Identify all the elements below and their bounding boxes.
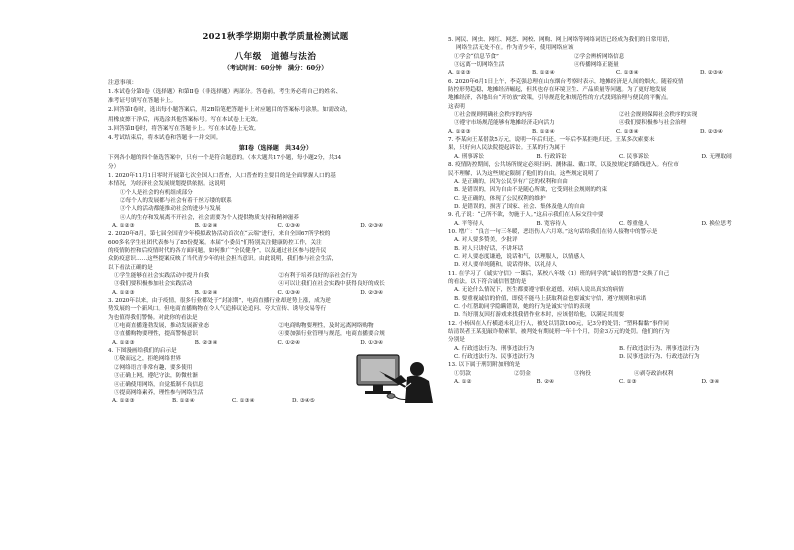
note-line: 4.考试结束后，将本试卷和答题卡一并交回。 <box>108 135 222 142</box>
answer-options <box>448 153 784 161</box>
question-items <box>448 53 694 61</box>
option-c: C. ①③④ <box>616 70 639 77</box>
option-c: C. 行政违法行为、民事违法行为 <box>454 354 535 361</box>
question-stem: 600多名学生社团代表参与了85份提案。本届“小委员”们特别关注健康防控工作，关注 <box>108 239 322 246</box>
question-item: ①社会规则明确社会秩序的内容 <box>454 112 533 119</box>
question-stem: 2. 2020年8月，第七届全国青少年模拟政协活动首次在“云端”进行，来自全国67所学校的 <box>108 231 331 238</box>
answer-options <box>448 345 784 353</box>
option-d: D. 无理取闹 <box>701 153 732 160</box>
option-d: D. ③④ <box>701 379 720 386</box>
option-a: A. ①②③ <box>112 222 135 229</box>
option-a: A. ①②③ <box>112 289 135 296</box>
question-item: ②每个人的发展都与社会有着千丝万缕的联系 <box>120 197 232 204</box>
left-column <box>108 0 443 406</box>
option-b: B. 要重视诚信的价值，即使不能马上获取利益也要诚实守信，遵守规则和承诺 <box>454 295 647 302</box>
option-c: C. 小红帮助同学隐瞒错误，她的行为是诚实守信的表现 <box>454 304 591 310</box>
question-items <box>108 280 443 288</box>
option-d: D. 当好朋友因打游戏来找我借作业本时，应该借给他，以满足其需要 <box>454 312 625 319</box>
option-b: B. 是错误的，因为自由不是随心所欲，它受到社会规则的约束 <box>454 187 608 194</box>
question-item: ④人的生存和发展离不开社会，社会需要为个人提供物质支持和精神滋养 <box>120 214 300 221</box>
question-1 <box>108 172 443 230</box>
question-stem: 7. 李某向王某借款5万元，说明一年后归还。一年后李某拒绝归还。王某多次索要未 <box>448 137 655 144</box>
question-item: ②网络语言非常有趣，要多使用 <box>114 364 193 371</box>
question-items <box>448 111 784 119</box>
question-stem: 的看法。以下符合诚信智慧的是 <box>448 278 527 285</box>
exam-title: 2021秋季学期期中教学质量检测试题 <box>202 31 349 41</box>
question-4 <box>108 347 443 405</box>
question-item: ②社会规则保障社会秩序的实现 <box>619 112 698 119</box>
question-12 <box>448 320 784 362</box>
question-item: ①个人是社会的有机组成部分 <box>120 189 193 196</box>
question-item: ③拘役 <box>574 370 591 377</box>
question-stem: 9. 孔子说：“己所不欲，勿施于人。”这启示我们在人际交往中要 <box>448 212 604 219</box>
option-a: A. ①②③ <box>448 128 471 135</box>
option-c: C. 尊重他人 <box>619 220 650 227</box>
question-stem: 11. 在学习了《诚实守信》一课后，某校八年级（1）班的同学就“诚信的智慧”交换了自己 <box>448 270 670 277</box>
intro-line: 下列各小题的四个备选答案中，只有一个是符合题意的。（本大题共17小题，每小题2分，共34 <box>108 155 342 162</box>
option-d: D. ②③④ <box>360 222 384 229</box>
question-item: ⑤提高网络素养，理性参与网络生活 <box>114 389 204 396</box>
answer-options <box>448 128 784 136</box>
question-stem: 的疫情防控和后疫情时代的各方面问题，如何推广“全民健身”，以及通过社区参与提升民 <box>108 248 327 254</box>
question-items <box>108 272 443 280</box>
cartoon-internet-addict-icon <box>349 349 439 405</box>
question-items <box>108 322 443 330</box>
option-a: A. 无论什么情况下，医生都要遵守职业道德，对病人说出真实的病情 <box>454 287 624 294</box>
question-stem: 众防疫意识……这些提案反映了当代青少年的社会担当意识。由此说明，我们参与社会生活， <box>108 256 338 263</box>
question-item: ①学会“信息节食” <box>454 53 499 60</box>
option-c: C. ①③④ <box>277 289 301 296</box>
question-item: ③遵守市场规范能够有地摊经济走向活力 <box>454 120 555 127</box>
question-stem: 势发展的一个新风口。但电商直播购物在令人气追捧议论追问、夸大宣传、诱导交易等行 <box>108 306 327 313</box>
exam-subject: 八年级 道德与法治 <box>234 52 317 62</box>
question-item: ③远离一切网络生活 <box>454 62 505 69</box>
question-stem: 8. 疫情防控期间，公共场所规定必须扫码、测体温、戴口罩，以及按规定的路线进入。有位市 <box>448 162 679 169</box>
question-items <box>448 119 784 127</box>
question-item: ②罚金 <box>514 370 531 377</box>
question-stem: 地摊经济，各地出台“开坊放”政策，引导规范化和规范性的方式找到治理与便民的平衡点。 <box>448 95 672 102</box>
question-item: ④传播网络正能量 <box>574 62 619 69</box>
question-13 <box>448 361 784 386</box>
question-item: ①学生能够在社会实践活动中提升自我 <box>114 273 210 280</box>
notes-list <box>108 88 443 143</box>
question-stem: 防控形势趋稳，地摊经济崛起，但其也存在环境卫生、产品质量等问题。为了更好地发展 <box>448 87 667 94</box>
option-a: A. ①② <box>454 379 472 386</box>
exam-info: （考试时间：60分钟 满分：60分） <box>223 65 328 72</box>
option-b: B. ①②④ <box>172 398 195 405</box>
note-line: 1.本试卷分第Ⅰ卷（选择题）和第Ⅱ卷（非选择题）两部分。答卷前，考生务必将自己的姓名、 <box>108 89 342 95</box>
option-c: C. ①②④ <box>277 339 301 346</box>
option-c: C. ①③④ <box>232 398 255 405</box>
question-2 <box>108 230 443 297</box>
note-line: 3.回答第Ⅱ卷时，将答案写在答题卡上。写在本试卷上无效。 <box>108 125 260 132</box>
option-d: D. 是错误的，损害了国家、社会、集体及他人的自由 <box>454 203 585 210</box>
question-stem: 12. 小杨因在人行横道未礼让行人，被处以罚款100元，记3分的处罚；“塑料黏黏”事件同 <box>448 320 669 327</box>
answer-options <box>448 220 784 228</box>
question-stem: 结清误者王某犯敲诈勒索罪，被判处有期徒刑一年十个月，罚金3万元的处罚。他们的行为 <box>448 329 670 336</box>
question-stem: 民不理解，认为这些规定限制了他们的自由。这些规定说明了 <box>448 170 600 177</box>
question-item: ③个人的活动都能推动社会的进步与发展 <box>120 206 221 213</box>
question-3 <box>108 297 443 347</box>
question-item: ②电商购物要理性，及时远离网络购物 <box>278 323 374 330</box>
question-item: ③直播购物要理性，提高警惕意识 <box>114 331 198 338</box>
option-d: D. ③④⑤ <box>292 398 315 405</box>
option-b: B. ①②④ <box>194 222 218 229</box>
question-item: ①敬而远之，拒绝网络世界 <box>114 356 182 363</box>
answer-options <box>108 339 443 347</box>
answer-options <box>108 289 443 297</box>
question-stem: 10. 增广：“良言一句三冬暖，恶语伤人六月寒。”这句话给我们在待人接物中的警示是 <box>448 228 658 235</box>
question-items <box>448 61 694 69</box>
question-9 <box>448 211 784 228</box>
option-c: C. ①③④ <box>616 128 639 135</box>
question-item: ①电商直播蓬勃发展，推动发展新业态 <box>114 323 210 330</box>
question-stem: 3. 2020年以来，由于疫情，很多行业都处于“封冻期”，电商直播行业却逆势上涨，成为逆 <box>108 298 331 305</box>
option-a: A. 是正确的，因为公民享有广泛的权利和自由 <box>454 178 568 185</box>
question-stem: 分别是 <box>448 337 465 344</box>
answer-options <box>108 222 443 230</box>
option-b: B. ②③④ <box>194 339 218 346</box>
option-b: B. ①②④ <box>194 289 218 296</box>
option-d: D. ②③④ <box>700 70 723 77</box>
question-item: ②学会辨析网络信息 <box>574 53 625 60</box>
option-a: A. ①②③ <box>112 339 135 346</box>
question-11 <box>448 270 784 320</box>
question-item: ③我们要积极参加社会实践活动 <box>114 281 193 288</box>
question-stem: 13. 以下属于刑罚附加刑的是 <box>448 362 521 369</box>
question-stem: 为也值得我们警惕。对此你的看法是 <box>108 314 198 321</box>
option-b: B. ①②④ <box>532 128 555 135</box>
option-d: D. ①③④ <box>360 339 384 346</box>
option-b: B. 行政诉讼 <box>536 153 567 160</box>
question-stem: 5. 网民、网虫、网红、网恋、网校、网购、网上网络等网络词语已经成为我们的日常用语， <box>448 37 674 43</box>
question-stem: 网络生活无处不在。作为青少年，使用网络应该 <box>456 45 574 52</box>
note-line: 用橡皮擦干净后，再选涂其他答案标号。写在本试卷上无效。 <box>108 116 262 123</box>
option-b: B. 对人只讲好话，不讲坏话 <box>454 245 524 252</box>
option-c: C. 是正确的，体现了公民权利的维护 <box>454 195 546 202</box>
option-a: A. 刑事诉讼 <box>454 153 484 160</box>
option-b: B. 宽容待人 <box>536 220 567 227</box>
question-stem: 以下看法正确的是 <box>108 264 153 271</box>
question-stem: 果，只好向人民法院提起诉讼。王某的行为属于 <box>448 145 566 152</box>
option-c: C. 民事诉讼 <box>619 153 650 160</box>
option-d: D. 换位思考 <box>701 220 732 227</box>
question-item: ①罚款 <box>454 370 471 377</box>
option-a: A. 行政违法行为、刑事违法行为 <box>454 345 535 352</box>
question-stem: 1. 2020年11月1日零时开展第七次全国人口普查，人口普查的主要目的是全面掌握人口的基 <box>108 172 336 179</box>
option-d: D. ②③④ <box>700 128 723 135</box>
option-c: C. ①③ <box>619 379 637 386</box>
option-d: D. 对人要单纯随和，说话得体，以礼待人 <box>454 262 557 269</box>
right-column <box>448 36 784 386</box>
option-b: B. ①②④ <box>532 70 555 77</box>
note-line: 准考证号填写在答题卡上。 <box>108 98 177 105</box>
question-6 <box>448 78 784 136</box>
note-line: 2.回答第Ⅰ卷时，选出每小题答案后，用2B铅笔把答题卡上对应题目的答案标号涂黑。如需改动， <box>108 107 351 114</box>
question-item: ②有利于培养良好的亲社会行为 <box>278 273 357 280</box>
question-7 <box>448 136 784 161</box>
option-a: A. ①②③ <box>112 398 135 405</box>
question-items <box>108 330 443 338</box>
option-b: B. ②④ <box>536 379 555 386</box>
question-5 <box>448 36 784 78</box>
answer-options <box>108 397 352 405</box>
question-item: ④要加强行业管理与规范，电商直播要合规 <box>278 331 385 338</box>
notes-heading: 注意事项： <box>108 80 138 86</box>
option-d: D. 民事违法行为、行政违法行为 <box>619 354 700 361</box>
question-stem: 这表明 <box>448 103 465 110</box>
question-stem: 4. 下图漫画给我们的启示是 <box>108 348 177 355</box>
question-item: ④剥夺政治权利 <box>634 370 674 377</box>
question-stem: 本情况，为经济社会发展规划提供依据。这说明 <box>108 181 226 188</box>
intro-line: 分） <box>108 163 120 170</box>
question-item: ③正确上网，遵纪守法，防微杜渐 <box>114 373 198 380</box>
part1-heading: 第Ⅰ卷（选择题 共34分） <box>238 145 313 153</box>
question-8 <box>448 161 784 211</box>
answer-options <box>448 353 784 361</box>
option-d: D. ②③④ <box>360 289 384 296</box>
question-stem: 6. 2020年6月1日上午，李克强总理在山东烟台考察时表示，地摊经济是人间的烟火。随着疫情 <box>448 78 684 85</box>
part1-intro <box>108 154 443 171</box>
option-a: A. 对人要多赞美，少批评 <box>454 237 518 244</box>
question-item: ④我们要积极参与社会治理 <box>619 120 687 127</box>
question-10 <box>448 228 784 270</box>
option-b: B. 行政违法行为、刑事违法行为 <box>619 345 700 352</box>
option-c: C. 对人要态度谦逊，说话和气，以理服人，以情感人 <box>454 253 585 260</box>
answer-options <box>448 378 784 386</box>
option-a: A. ①②③ <box>448 70 471 77</box>
option-a: A. 平等待人 <box>454 220 484 227</box>
option-c: C. ①③④ <box>277 222 301 229</box>
question-item: ④可以让我们在社会实践中获得良好的成长 <box>278 281 385 288</box>
question-items <box>448 370 694 378</box>
answer-options <box>448 69 784 77</box>
question-item: ④正确使用网络，自觉抵制不良信息 <box>114 381 204 388</box>
